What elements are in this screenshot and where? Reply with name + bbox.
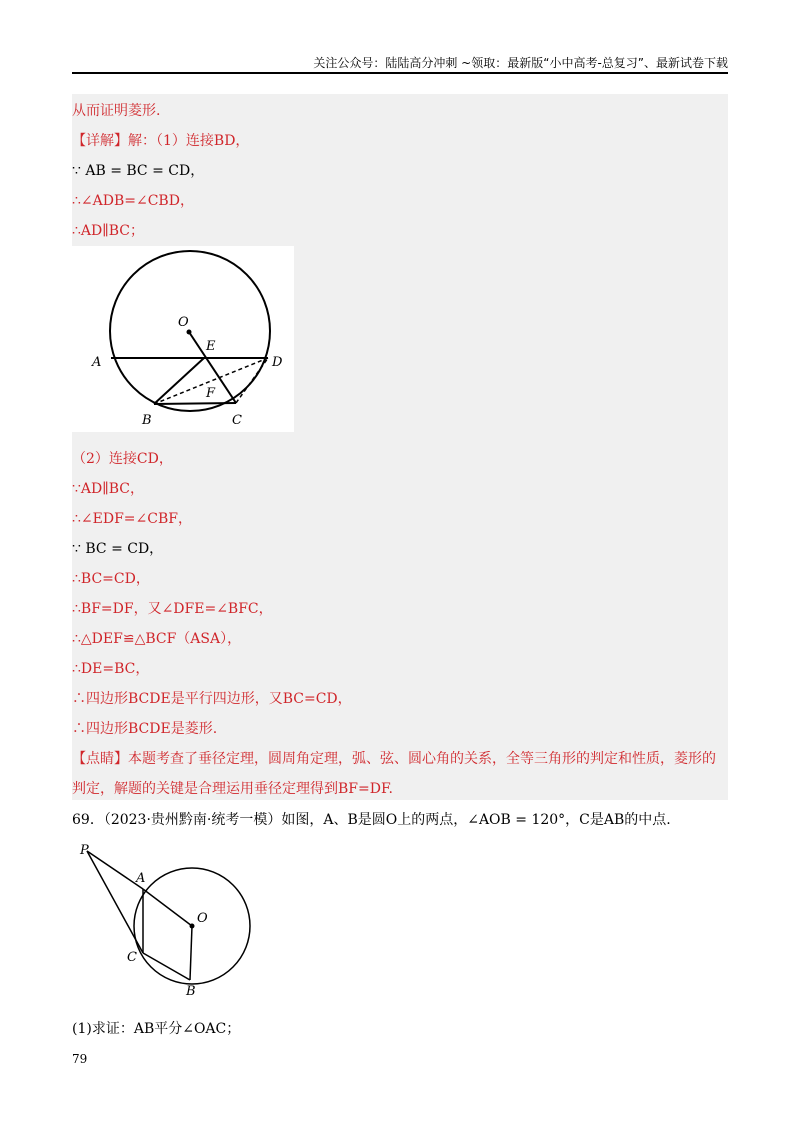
label-P: P	[80, 843, 89, 858]
page-header: 关注公众号：陆陆高分冲刺 ~领取：最新版“小中高考-总复习”、最新试卷下载	[313, 56, 728, 70]
solution-line: ∴BC=CD，	[72, 571, 150, 587]
comment-line-1: 【点睛】本题考查了垂径定理，圆周角定理，弧、弦、圆心角的关系，全等三角形的判定和性质，菱形的	[72, 751, 716, 767]
solution-line: ∴四边形BCDE是菱形.	[72, 721, 218, 737]
label-D: D	[272, 355, 283, 370]
solution-line: （2）连接CD，	[72, 451, 173, 467]
solution-line: ∴∠ADB=∠CBD，	[72, 193, 194, 209]
question-stem: 69．（2023·贵州黔南·统考一模）如图，A、B是圆O上的两点，∠AOB = 120°，C是AB的中点.	[72, 812, 671, 828]
geometry-figure-1	[72, 246, 294, 432]
label-E: E	[206, 339, 216, 354]
solution-line: 从而证明菱形.	[72, 103, 161, 119]
label-C: C	[232, 413, 242, 428]
label-B: B	[186, 984, 196, 999]
solution-line: ∴DE=BC，	[72, 661, 150, 677]
solution-line: ∴BF=DF，又∠DFE=∠BFC，	[72, 601, 273, 617]
solution-line: ∵ AB = BC = CD，	[72, 163, 205, 179]
solution-line: ∴△DEF≌△BCF（ASA），	[72, 631, 242, 647]
header-rule	[72, 72, 728, 74]
label-A: A	[136, 871, 146, 886]
question-part1: (1)求证：AB平分∠OAC；	[72, 1021, 241, 1037]
comment-line-2: 判定，解题的关键是合理运用垂径定理得到BF=DF.	[72, 781, 393, 797]
label-F: F	[206, 386, 216, 401]
label-B: B	[142, 413, 152, 428]
label-O: O	[178, 315, 189, 330]
page-number: 79	[72, 1052, 88, 1066]
label-C: C	[127, 950, 137, 965]
solution-line: ∵ BC = CD，	[72, 541, 164, 557]
solution-line: ∴AD∥BC；	[72, 223, 144, 239]
solution-line: 【详解】解：（1）连接BD，	[72, 133, 250, 149]
solution-line: ∵AD∥BC，	[72, 481, 144, 497]
solution-block	[72, 94, 728, 800]
solution-line: ∴四边形BCDE是平行四边形，又BC=CD，	[72, 691, 352, 707]
label-A: A	[92, 355, 102, 370]
label-O: O	[197, 911, 208, 926]
solution-line: ∴∠EDF=∠CBF，	[72, 511, 192, 527]
geometry-figure-2	[72, 840, 262, 1000]
